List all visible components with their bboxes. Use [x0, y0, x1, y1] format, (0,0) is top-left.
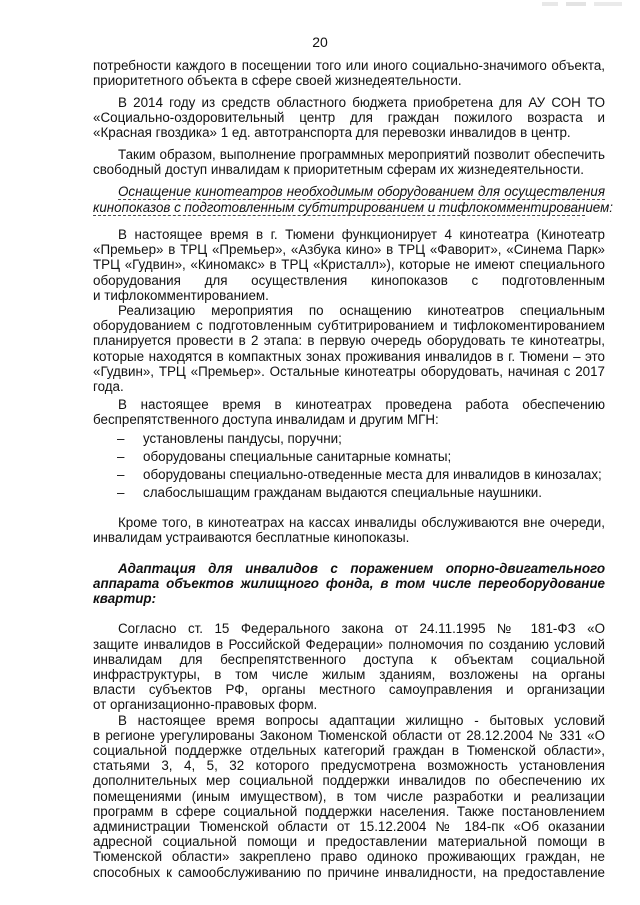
paragraph-line: ТРЦ «Гудвин», «Киномакс» в ТРЦ «Кристалл»), которые не имеют специального: [93, 257, 605, 272]
paragraph-line: от организационно-правовых форм.: [93, 697, 318, 712]
paragraph-line: слабослышащим гражданам выдаются специальные наушники.: [143, 485, 543, 500]
paragraph-line: приоритетного объекта в сфере своей жизнедеятельности.: [93, 73, 462, 88]
section-heading-line: аппарата объектов жилищного фонда, в том числе переоборудование: [93, 576, 605, 591]
paragraph-line: инфраструктуры, в том числе жилым зданиям, возложены на органы: [93, 667, 605, 682]
paragraph-line: Реализацию мероприятия по оснащению кинотеатров специальным: [118, 303, 605, 318]
page-number: 20: [312, 34, 328, 50]
paragraph-line: «Красная гвоздика» 1 ед. автотранспорта для перевозки инвалидов в центр.: [93, 125, 571, 140]
list-bullet: –: [117, 485, 125, 500]
paragraph-line: защите инвалидов в Российской Федерации» полномочия по созданию условий: [93, 637, 605, 652]
list-bullet: –: [117, 431, 125, 446]
section-heading-line: квартир:: [93, 591, 157, 606]
paragraph-line: социальной поддержке отдельных категорий граждан в Тюменской области»,: [93, 743, 605, 758]
section-heading-line: Оснащение кинотеатров необходимым оборудованием для осуществления: [118, 184, 605, 199]
paragraph-line: установлены пандусы, поручни;: [143, 431, 342, 446]
section-heading-line: Адаптация для инвалидов с поражением опорно-двигательного: [118, 561, 605, 576]
paragraph-line: оборудования для осуществления кинопоказов с подготовленным: [93, 273, 605, 288]
paragraph-line: «Премьер» в ТРЦ «Премьер», «Азбука кино» в ТРЦ «Фаворит», «Синема Парк»: [93, 242, 605, 257]
paragraph-line: власти субъектов РФ, органы местного самоуправления и организации: [93, 682, 605, 697]
paragraph-line: в регионе урегулированы Законом Тюменской области от 28.12.2004 № 331 «О: [93, 728, 605, 743]
paragraph-line: помещениями (иным имуществом), в том числе разработки и реализации: [93, 789, 605, 804]
paragraph-line: Согласно ст. 15 Федерального закона от 24.11.1995 № 181-ФЗ «О: [118, 621, 605, 636]
paragraph-line: адресной социальной помощи и предоставлении материальной помощи в: [93, 834, 605, 849]
paragraph-line: оборудованы специальные санитарные комнаты;: [143, 449, 452, 464]
paragraph-line: В 2014 году из средств областного бюджета приобретена для АУ СОН ТО: [118, 95, 605, 110]
paragraph-line: программ в сфере социальной поддержки населения. Также постановлением: [93, 804, 605, 819]
paragraph-line: оборудованием с подготовленным субтитрированием и тифлокоментированием: [93, 318, 605, 333]
list-bullet: –: [117, 467, 125, 482]
paragraph-line: статьями 3, 4, 5, 32 которого предусмотрена возможность установления: [93, 758, 605, 773]
paragraph-line: Тюменской области» закреплено право одиноко проживающих граждан, не: [93, 849, 605, 864]
paragraph-line: свободный доступ инвалидам к приоритетным сферам их жизнедеятельности.: [93, 162, 584, 177]
section-heading-line: кинопоказов с подготовленным субтитрированием и тифлокомментированием:: [93, 200, 614, 215]
paragraph-line: способных к самообслуживанию по причине инвалидности, на предоставление: [93, 865, 605, 880]
paragraph-line: Таким образом, выполнение программных мероприятий позволит обеспечить: [118, 147, 605, 162]
paragraph-line: потребности каждого в посещении того или иного социально-значимого объекта,: [93, 58, 605, 73]
paragraph-line: года.: [93, 379, 124, 394]
paragraph-line: администрации Тюменской области от 15.12.2004 № 184-пк «Об оказании: [93, 819, 605, 834]
paragraph-line: «Социально-оздоровительный центр для граждан пожилого возраста и: [93, 110, 605, 125]
paragraph-line: Кроме того, в кинотеатрах на кассах инвалиды обслуживаются вне очереди,: [118, 515, 605, 530]
paragraph-line: В настоящее время в г. Тюмени функционирует 4 кинотеатра (Кинотеатр: [118, 227, 605, 242]
paragraph-line: планируется провести в 2 этапа: в первую очередь оборудовать те кинотеатры,: [93, 333, 605, 348]
paragraph-line: и тифлокомментированием.: [93, 288, 269, 303]
list-bullet: –: [117, 449, 125, 464]
paragraph-line: «Гудвин», ТРЦ «Премьер». Остальные кинотеатры оборудовать, начиная с 2017: [93, 364, 605, 379]
paragraph-line: беспрепятственного доступа инвалидам и другим МГН:: [93, 412, 439, 427]
paragraph-line: В настоящее время вопросы адаптации жилищно - бытовых условий: [118, 713, 605, 728]
paragraph-line: которые находятся в компактных зонах проживания инвалидов в г. Тюмени – это: [93, 349, 605, 364]
paragraph-line: инвалидам для беспрепятственного доступа к объектам социальной: [93, 652, 605, 667]
paragraph-line: оборудованы специально-отведенные места для инвалидов в кинозалах;: [143, 467, 602, 482]
paragraph-line: В настоящее время в кинотеатрах проведена работа обеспечению: [118, 397, 605, 412]
paragraph-line: дополнительных мер социальной поддержки инвалидов по обеспечению их: [93, 773, 605, 788]
paragraph-line: инвалидам устраиваются бесплатные кинопоказы.: [93, 530, 410, 545]
scan-artifact: [542, 2, 622, 6]
heading-underline: [93, 215, 585, 217]
